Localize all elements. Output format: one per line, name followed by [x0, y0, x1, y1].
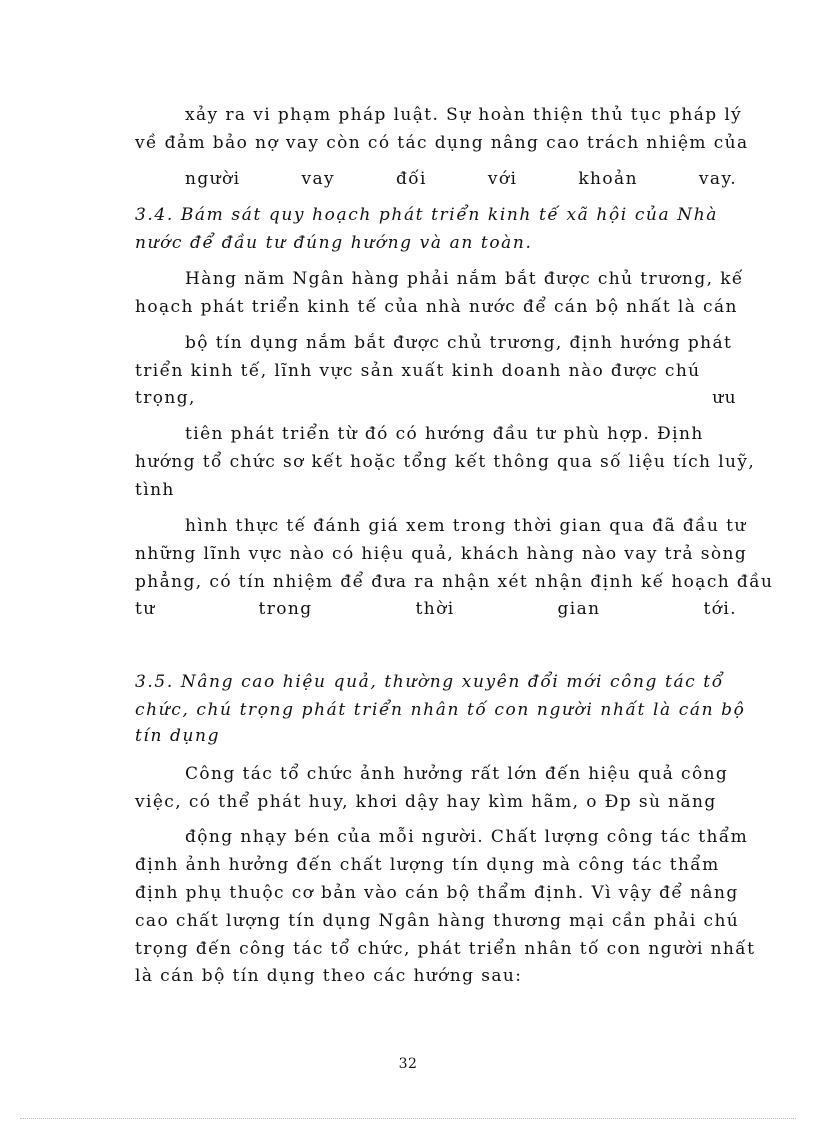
word: tới. — [703, 599, 737, 619]
justified-line — [135, 386, 737, 410]
body-text-line: định ảnh hưởng đến chất lượng tín dụng mà công tác thẩm — [135, 855, 720, 875]
body-text-line: phẳng, có tín nhiệm để đưa ra nhận xét nhận định kế hoạch đầu — [135, 572, 774, 592]
body-text-line: hướng tổ chức sơ kết hoặc tổng kết thông qua số liệu tích luỹ, — [135, 452, 756, 472]
word: thời — [415, 599, 455, 619]
body-text-line: là cán bộ tín dụng theo các hướng sau: — [135, 966, 523, 986]
body-text-line: việc, có thể phát huy, khơi dậy hay kìm hãm, o Đp sù năng — [135, 792, 717, 812]
justified-line — [185, 167, 737, 191]
body-text-line: tiên phát triển từ đó có hướng đầu tư phù hợp. Định — [185, 424, 704, 444]
justified-line — [135, 597, 737, 621]
body-text-line: về đảm bảo nợ vay còn có tác dụng nâng cao trách nhiệm của — [135, 133, 749, 153]
body-text-line: bộ tín dụng nắm bắt được chủ trương, định hướng phát — [185, 333, 733, 353]
body-text-line: triển kinh tế, lĩnh vực sản xuất kinh doanh nào được chú — [135, 361, 701, 381]
body-text-line: tình — [135, 480, 175, 500]
word: trọng, — [135, 388, 196, 408]
word: khoản — [578, 169, 638, 189]
word: ưu — [712, 388, 737, 408]
body-text-line: hình thực tế đánh giá xem trong thời gian qua đã đầu tư — [185, 516, 747, 536]
section-heading-line: chức, chú trọng phát triển nhân tố con người nhất là cán bộ — [135, 700, 746, 720]
body-text-line: những lĩnh vực nào có hiệu quả, khách hàng nào vay trả sòng — [135, 544, 748, 564]
word: tư — [135, 599, 156, 619]
body-text-line: trọng đến công tác tổ chức, phát triển nhân tố con người nhất — [135, 939, 756, 959]
body-text-line: định phụ thuộc cơ bản vào cán bộ thẩm định. Vì vậy để nâng — [135, 883, 739, 903]
word: trong — [258, 599, 313, 619]
word: vay. — [698, 169, 737, 189]
section-heading-line: nước để đầu tư đúng hướng và an toàn. — [135, 233, 533, 253]
page-bottom-divider — [20, 1118, 796, 1119]
word: vay — [301, 169, 335, 189]
word: người — [185, 169, 241, 189]
section-heading-line: 3.4. Bám sát quy hoạch phát triển kinh tế xã hội của Nhà — [135, 205, 718, 225]
body-text-line: xảy ra vi phạm pháp luật. Sự hoàn thiện thủ tục pháp lý — [185, 105, 743, 125]
word: đối — [395, 169, 427, 189]
section-heading-line: tín dụng — [135, 726, 221, 746]
word: với — [487, 169, 518, 189]
word: gian — [557, 599, 601, 619]
body-text-line: Công tác tổ chức ảnh hưởng rất lớn đến hiệu quả công — [185, 764, 729, 784]
body-text-line: Hàng năm Ngân hàng phải nắm bắt được chủ trương, kế — [185, 269, 744, 289]
page-number: 32 — [398, 1056, 418, 1072]
body-text-line: động nhạy bén của mỗi người. Chất lượng công tác thẩm — [185, 827, 749, 847]
section-heading-line: 3.5. Nâng cao hiệu quả, thường xuyên đổi mới công tác tổ — [135, 672, 724, 692]
body-text-line: cao chất lượng tín dụng Ngân hàng thương mại cần phải chú — [135, 911, 740, 931]
body-text-line: hoạch phát triển kinh tế của nhà nước để cán bộ nhất là cán — [135, 297, 738, 317]
